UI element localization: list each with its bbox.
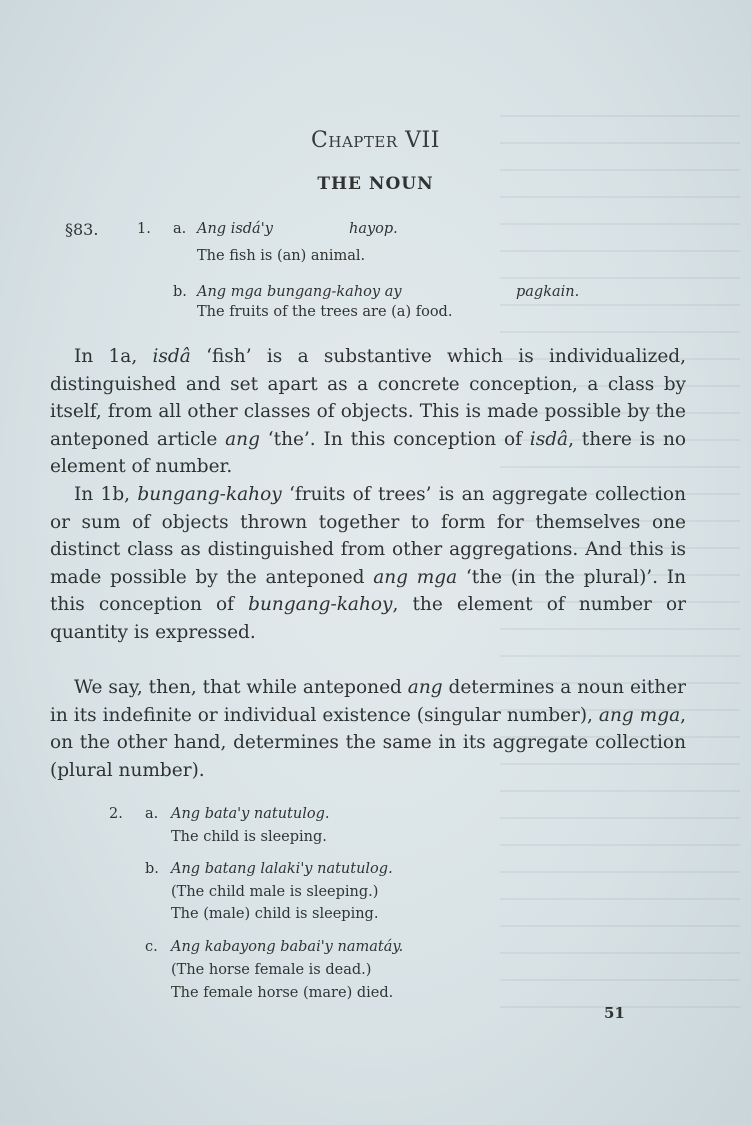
italic-term: ang (407, 677, 443, 698)
tagalog-line: Ang kabayong babai'y namatáy. (171, 939, 404, 955)
text-run: ‘fruits of trees’ is an aggregate collection or sum of objects thrown together to form for themselves one distinct class as distinguished from other aggregations. And this is made possible by the anteponed (50, 484, 686, 588)
example-number: 2. (109, 806, 123, 822)
text-run: determines a noun either in its indefinite or individual existence (singular number), (50, 677, 686, 726)
body-paragraph (50, 481, 686, 646)
italic-term: ang mga (373, 566, 458, 588)
tagalog-line: Ang bata'y natutulog. (171, 806, 330, 822)
text-run: ‘the (in the plural)’. In this conception of (50, 566, 686, 615)
example-letter: c. (145, 939, 158, 955)
english-gloss: The fruits of the trees are (a) food. (197, 304, 453, 320)
chapter-number: VII (405, 128, 440, 153)
italic-term: ang (225, 428, 260, 450)
text-run: ‘the’. In this conception of (259, 428, 530, 450)
tagalog-line: Ang isdá'y (197, 221, 273, 237)
literal-gloss: (The horse female is dead.) (171, 962, 372, 978)
literal-gloss: (The child male is sleeping.) (171, 884, 379, 900)
italic-term: bungang-kahoy (248, 594, 393, 615)
english-gloss: The fish is (an) animal. (197, 248, 366, 264)
example-number: 1. (137, 221, 151, 237)
english-gloss: The female horse (mare) died. (171, 985, 394, 1001)
english-gloss: The child is sleeping. (171, 829, 327, 845)
body-paragraph (50, 343, 686, 481)
tagalog-line: pagkain. (516, 284, 580, 300)
section-title: THE NOUN (317, 174, 434, 194)
body-paragraph (50, 674, 686, 784)
page-number: 51 (604, 1004, 625, 1022)
text-run: In 1b, (74, 484, 138, 505)
text-run: , there is no element of number. (50, 428, 686, 477)
tagalog-line: Ang batang lalaki'y natutulog. (171, 861, 393, 877)
chapter-heading-word: hapter (328, 128, 398, 153)
text-run: We say, then, that while anteponed (74, 677, 408, 698)
text-run: In 1a, (74, 346, 153, 367)
english-gloss: The (male) child is sleeping. (171, 906, 379, 922)
tagalog-line: Ang mga bungang-kahoy ay (197, 284, 402, 300)
example-letter: a. (145, 806, 159, 822)
text-run: , the element of number or quantity is expressed. (50, 594, 686, 643)
italic-term: isdâ (529, 428, 569, 450)
text-run: ‘fish’ is a substantive which is individualized, distinguished and set apart as a concrete conception, a class by itself, from all other classes of objects. This is made possible by the anteponed article (50, 346, 686, 450)
italic-term: ang mga (598, 704, 681, 726)
example-letter: a. (173, 221, 187, 237)
chapter-heading (0, 128, 751, 153)
section-number: §83. (65, 220, 99, 239)
chapter-heading-initial: C (311, 128, 329, 153)
tagalog-line: hayop. (349, 221, 398, 237)
example-letter: b. (145, 861, 159, 877)
text-run: , on the other hand, determines the same in its aggregate collection (plural number). (50, 704, 686, 781)
example-letter: b. (173, 284, 187, 300)
italic-term: bungang-kahoy (137, 484, 282, 505)
italic-term: isdâ (152, 346, 191, 367)
